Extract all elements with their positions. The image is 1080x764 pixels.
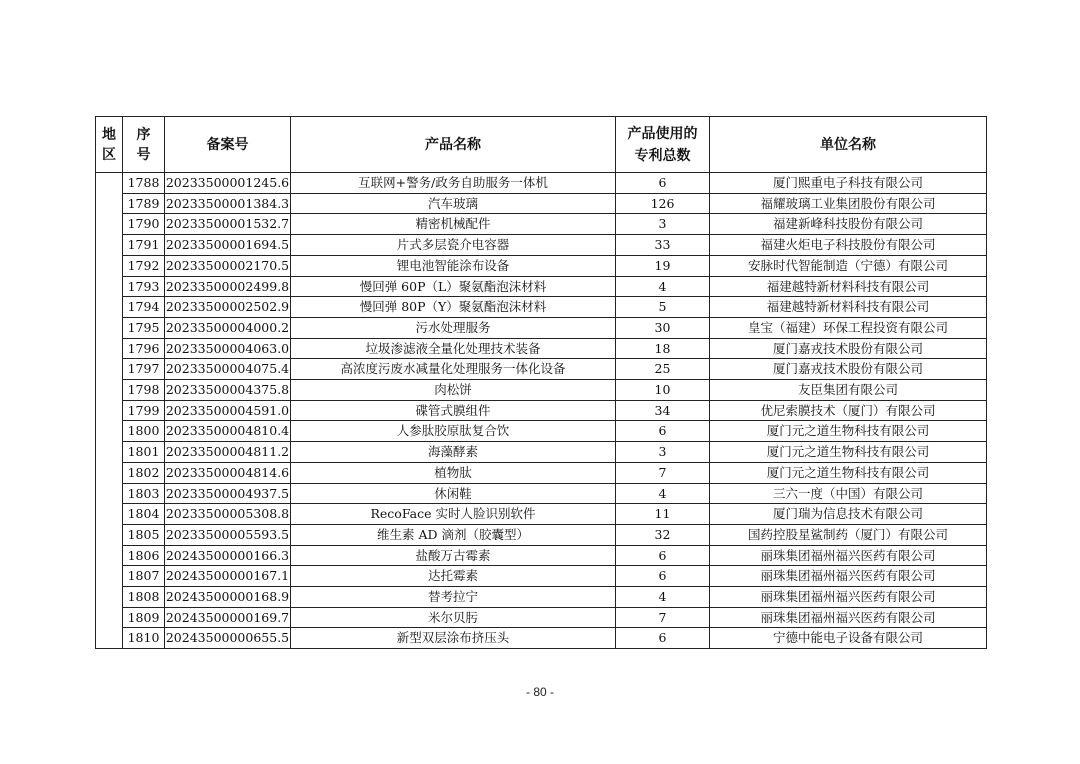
cell-record-no: 20233500004810.4 — [165, 421, 291, 442]
cell-seq: 1810 — [123, 628, 165, 649]
cell-seq: 1805 — [123, 524, 165, 545]
cell-company: 友臣集团有限公司 — [710, 380, 987, 401]
cell-company: 厦门熙重电子科技有限公司 — [710, 173, 987, 194]
table-row — [96, 173, 987, 194]
cell-patents: 33 — [616, 235, 710, 256]
cell-seq: 1795 — [123, 317, 165, 338]
header-company: 单位名称 — [710, 117, 987, 173]
cell-company: 厦门嘉戎技术股份有限公司 — [710, 359, 987, 380]
cell-product: RecoFace 实时人脸识别软件 — [291, 504, 616, 525]
cell-seq: 1797 — [123, 359, 165, 380]
table-row — [96, 235, 987, 256]
cell-patents: 7 — [616, 462, 710, 483]
cell-product: 替考拉宁 — [291, 587, 616, 608]
cell-patents: 126 — [616, 193, 710, 214]
cell-record-no: 20233500001384.3 — [165, 193, 291, 214]
cell-company: 厦门嘉戎技术股份有限公司 — [710, 338, 987, 359]
cell-patents: 34 — [616, 400, 710, 421]
cell-company: 三六一度（中国）有限公司 — [710, 483, 987, 504]
cell-company: 丽珠集团福州福兴医药有限公司 — [710, 607, 987, 628]
cell-product: 休闲鞋 — [291, 483, 616, 504]
cell-seq: 1801 — [123, 442, 165, 463]
cell-company: 丽珠集团福州福兴医药有限公司 — [710, 566, 987, 587]
cell-seq: 1800 — [123, 421, 165, 442]
cell-product: 人参肽胶原肽复合饮 — [291, 421, 616, 442]
table-row — [96, 566, 987, 587]
table-header-row — [96, 117, 987, 173]
cell-company: 安脉时代智能制造（宁德）有限公司 — [710, 255, 987, 276]
cell-record-no: 20243500000166.3 — [165, 545, 291, 566]
cell-seq: 1789 — [123, 193, 165, 214]
cell-seq: 1802 — [123, 462, 165, 483]
cell-product: 锂电池智能涂布设备 — [291, 255, 616, 276]
table-row — [96, 380, 987, 401]
cell-patents: 4 — [616, 483, 710, 504]
header-region: 地区 — [96, 117, 123, 173]
cell-seq: 1803 — [123, 483, 165, 504]
page-number: - 80 - — [525, 685, 554, 699]
table-row — [96, 607, 987, 628]
cell-patents: 25 — [616, 359, 710, 380]
cell-product: 海藻酵素 — [291, 442, 616, 463]
cell-patents: 19 — [616, 255, 710, 276]
cell-company: 福建越特新材料科技有限公司 — [710, 297, 987, 318]
cell-patents: 6 — [616, 566, 710, 587]
table-row — [96, 462, 987, 483]
cell-patents: 4 — [616, 276, 710, 297]
cell-company: 福建火炬电子科技股份有限公司 — [710, 235, 987, 256]
cell-product: 精密机械配件 — [291, 214, 616, 235]
cell-seq: 1798 — [123, 380, 165, 401]
cell-patents: 7 — [616, 607, 710, 628]
cell-company: 丽珠集团福州福兴医药有限公司 — [710, 545, 987, 566]
patent-product-table — [95, 116, 987, 649]
cell-seq: 1792 — [123, 255, 165, 276]
table-row — [96, 628, 987, 649]
cell-seq: 1806 — [123, 545, 165, 566]
cell-company: 厦门元之道生物科技有限公司 — [710, 462, 987, 483]
cell-product: 慢回弹 60P（L）聚氨酯泡沫材料 — [291, 276, 616, 297]
cell-record-no: 20233500004814.6 — [165, 462, 291, 483]
cell-product: 达托霉素 — [291, 566, 616, 587]
cell-company: 宁德中能电子设备有限公司 — [710, 628, 987, 649]
table-row — [96, 483, 987, 504]
cell-product: 垃圾渗滤液全量化处理技术装备 — [291, 338, 616, 359]
cell-company: 福建越特新材料科技有限公司 — [710, 276, 987, 297]
cell-patents: 18 — [616, 338, 710, 359]
cell-company: 皇宝（福建）环保工程投资有限公司 — [710, 317, 987, 338]
cell-record-no: 20233500001245.6 — [165, 173, 291, 194]
cell-company: 福耀玻璃工业集团股份有限公司 — [710, 193, 987, 214]
cell-product: 碟管式膜组件 — [291, 400, 616, 421]
cell-product: 维生素 AD 滴剂（胶囊型） — [291, 524, 616, 545]
cell-record-no: 20233500001694.5 — [165, 235, 291, 256]
cell-patents: 5 — [616, 297, 710, 318]
cell-seq: 1799 — [123, 400, 165, 421]
cell-record-no: 20233500004000.2 — [165, 317, 291, 338]
cell-product: 互联网+警务/政务自助服务一体机 — [291, 173, 616, 194]
cell-record-no: 20243500000167.1 — [165, 566, 291, 587]
cell-record-no: 20233500004063.0 — [165, 338, 291, 359]
table-row — [96, 545, 987, 566]
cell-company: 厦门瑞为信息技术有限公司 — [710, 504, 987, 525]
cell-company: 厦门元之道生物科技有限公司 — [710, 421, 987, 442]
header-patents: 产品使用的专利总数 — [616, 117, 710, 173]
cell-seq: 1796 — [123, 338, 165, 359]
cell-patents: 6 — [616, 173, 710, 194]
cell-company: 国药控股星鲨制药（厦门）有限公司 — [710, 524, 987, 545]
table-row — [96, 421, 987, 442]
cell-product: 新型双层涂布挤压头 — [291, 628, 616, 649]
cell-record-no: 20233500002502.9 — [165, 297, 291, 318]
cell-company: 厦门元之道生物科技有限公司 — [710, 442, 987, 463]
cell-seq: 1790 — [123, 214, 165, 235]
cell-seq: 1809 — [123, 607, 165, 628]
table-row — [96, 400, 987, 421]
cell-product: 片式多层瓷介电容器 — [291, 235, 616, 256]
table-row — [96, 214, 987, 235]
cell-record-no: 20233500004937.5 — [165, 483, 291, 504]
table-row — [96, 338, 987, 359]
cell-record-no: 20243500000655.5 — [165, 628, 291, 649]
cell-patents: 6 — [616, 628, 710, 649]
table-row — [96, 297, 987, 318]
table-row — [96, 524, 987, 545]
cell-patents: 6 — [616, 421, 710, 442]
region-cell — [96, 173, 123, 649]
cell-patents: 4 — [616, 587, 710, 608]
cell-record-no: 20233500005593.5 — [165, 524, 291, 545]
table-body — [96, 173, 987, 649]
cell-product: 植物肽 — [291, 462, 616, 483]
cell-product: 高浓度污废水减量化处理服务一体化设备 — [291, 359, 616, 380]
cell-seq: 1788 — [123, 173, 165, 194]
header-record-no: 备案号 — [165, 117, 291, 173]
cell-record-no: 20233500004811.2 — [165, 442, 291, 463]
cell-seq: 1791 — [123, 235, 165, 256]
cell-record-no: 20233500005308.8 — [165, 504, 291, 525]
cell-patents: 32 — [616, 524, 710, 545]
cell-record-no: 20233500004591.0 — [165, 400, 291, 421]
cell-seq: 1807 — [123, 566, 165, 587]
cell-patents: 6 — [616, 545, 710, 566]
table-row — [96, 587, 987, 608]
cell-company: 丽珠集团福州福兴医药有限公司 — [710, 587, 987, 608]
table-row — [96, 317, 987, 338]
cell-product: 米尔贝肟 — [291, 607, 616, 628]
header-product: 产品名称 — [291, 117, 616, 173]
cell-patents: 3 — [616, 442, 710, 463]
table-row — [96, 359, 987, 380]
cell-seq: 1793 — [123, 276, 165, 297]
cell-patents: 11 — [616, 504, 710, 525]
cell-company: 优尼索膜技术（厦门）有限公司 — [710, 400, 987, 421]
cell-product: 慢回弹 80P（Y）聚氨酯泡沫材料 — [291, 297, 616, 318]
table-row — [96, 442, 987, 463]
cell-product: 污水处理服务 — [291, 317, 616, 338]
cell-record-no: 20233500004075.4 — [165, 359, 291, 380]
table-row — [96, 255, 987, 276]
cell-record-no: 20233500004375.8 — [165, 380, 291, 401]
cell-seq: 1808 — [123, 587, 165, 608]
cell-seq: 1804 — [123, 504, 165, 525]
cell-product: 盐酸万古霉素 — [291, 545, 616, 566]
cell-product: 肉松饼 — [291, 380, 616, 401]
cell-record-no: 20243500000169.7 — [165, 607, 291, 628]
table-row — [96, 193, 987, 214]
table-row — [96, 276, 987, 297]
cell-company: 福建新峰科技股份有限公司 — [710, 214, 987, 235]
cell-record-no: 20233500001532.7 — [165, 214, 291, 235]
cell-seq: 1794 — [123, 297, 165, 318]
table-row — [96, 504, 987, 525]
header-seq: 序号 — [123, 117, 165, 173]
cell-record-no: 20233500002170.5 — [165, 255, 291, 276]
cell-patents: 10 — [616, 380, 710, 401]
cell-product: 汽车玻璃 — [291, 193, 616, 214]
cell-patents: 30 — [616, 317, 710, 338]
cell-record-no: 20243500000168.9 — [165, 587, 291, 608]
cell-patents: 3 — [616, 214, 710, 235]
cell-record-no: 20233500002499.8 — [165, 276, 291, 297]
